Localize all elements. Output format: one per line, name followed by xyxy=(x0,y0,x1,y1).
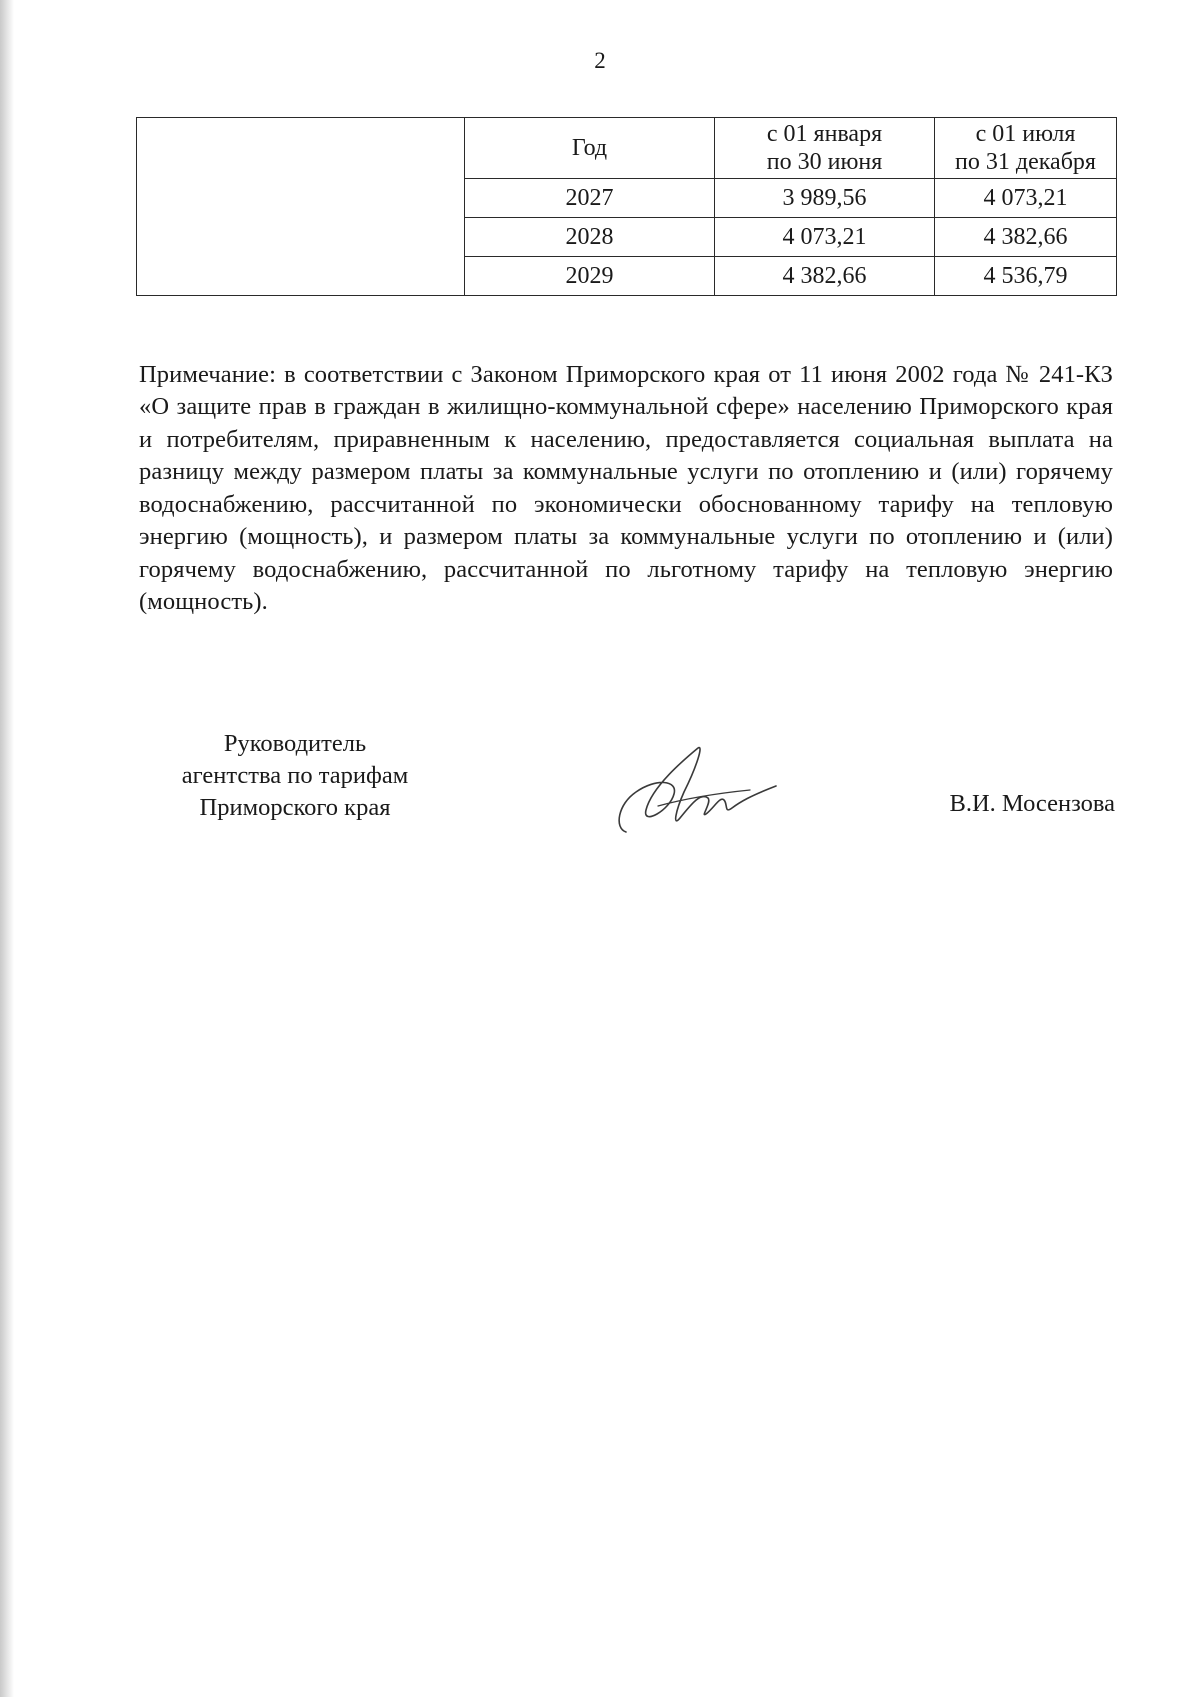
cell-year: 2029 xyxy=(465,257,715,296)
cell-first-half: 3 989,56 xyxy=(715,179,935,218)
header-first-half xyxy=(715,118,935,179)
header-first-half-line2: по 30 июня xyxy=(766,149,883,175)
cell-year: 2027 xyxy=(465,179,715,218)
handwritten-signature xyxy=(600,740,780,840)
header-first-half-line1: с 01 января xyxy=(766,121,883,147)
table-empty-cell xyxy=(137,118,465,296)
position-line-3: Приморского края xyxy=(199,794,391,821)
cell-second-half: 4 536,79 xyxy=(935,257,1117,296)
note-paragraph: Примечание: в соответствии с Законом Приморского края от 11 июня 2002 года № 241-КЗ «О защите прав в граждан в жилищно-коммунальной сфере» населению Приморского края и потребителям, приравненным к населению, предоставляется социальная выплата на разницу между размером платы за коммунальные услуги по отоплению и (или) горячему водоснабжению, рассчитанной по экономически обоснованному тарифу на тепловую энергию (мощность), и размером платы за коммунальные услуги по отоплению и (или) горячему водоснабжению, рассчитанной по льготному тарифу на тепловую энергию (мощность). xyxy=(139,360,1113,615)
cell-second-half: 4 382,66 xyxy=(935,218,1117,257)
cell-year: 2028 xyxy=(465,218,715,257)
signer-name: В.И. Мосензова xyxy=(949,790,1115,817)
header-second-half xyxy=(935,118,1117,179)
header-second-half-line1: с 01 июля xyxy=(975,121,1076,147)
tariff-table xyxy=(136,117,1117,296)
position-line-1: Руководитель xyxy=(223,730,367,757)
cell-second-half: 4 073,21 xyxy=(935,179,1117,218)
signatory-position xyxy=(140,728,450,824)
table-header-row xyxy=(137,118,1117,179)
cell-first-half: 4 073,21 xyxy=(715,218,935,257)
cell-first-half: 4 382,66 xyxy=(715,257,935,296)
header-second-half-line2: по 31 декабря xyxy=(955,149,1096,175)
position-line-2: агентства по тарифам xyxy=(181,762,409,789)
header-year: Год xyxy=(465,118,715,179)
scan-edge-shadow xyxy=(0,0,14,1697)
page-number: 2 xyxy=(594,48,606,73)
